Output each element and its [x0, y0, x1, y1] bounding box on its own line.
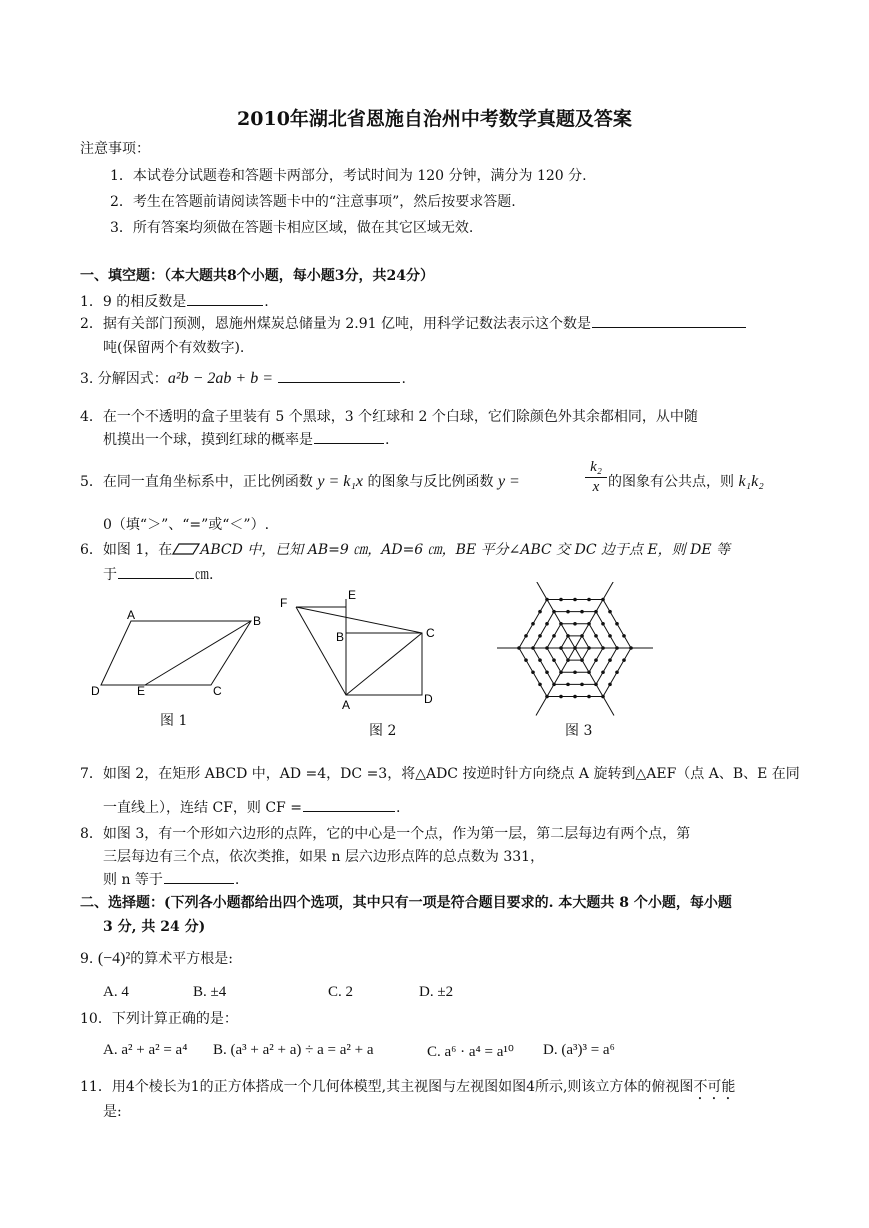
fraction-bar	[585, 477, 607, 478]
lattice-dot	[601, 598, 605, 602]
lattice-dot	[601, 622, 605, 626]
lattice-dot	[566, 634, 570, 638]
lattice-dot	[531, 670, 535, 674]
figure-1-parallelogram	[85, 605, 275, 705]
vertex-label-d: D	[424, 692, 433, 706]
question-10-option-d: D. (a³)³ = a⁶	[543, 1042, 615, 1058]
lattice-dot	[559, 598, 563, 602]
question-6-text-c: 于	[103, 567, 117, 583]
lattice-dot	[524, 634, 528, 638]
lattice-dot	[629, 646, 633, 650]
question-9-option-d: D. ±2	[419, 984, 454, 1000]
lattice-dot	[608, 658, 612, 662]
lattice-dot	[538, 610, 542, 614]
question-11-text: 11．用4个棱长为1的正方体搭成一个几何体模型,其主视图与左视图如图4所示,则该立方体的俯视图	[80, 1079, 694, 1095]
answer-blank	[314, 429, 384, 444]
question-5-expression-product: k₁k₂	[738, 473, 764, 490]
vertex-label-f: F	[280, 596, 288, 610]
lattice-dot	[559, 646, 563, 650]
question-7-line-2	[103, 797, 400, 817]
vertex-label-a: A	[127, 608, 136, 622]
question-9-option-c: C. 2	[328, 984, 354, 1000]
question-11-emphasis: 不可能	[693, 1079, 736, 1095]
question-9-number: 9.	[80, 951, 94, 967]
question-6-text-a: 6．如图 1，在	[80, 542, 173, 558]
lattice-dot	[587, 598, 591, 602]
lattice-dot	[566, 683, 570, 687]
lattice-dot	[573, 670, 577, 674]
answer-blank	[118, 564, 194, 579]
lattice-dot	[538, 634, 542, 638]
vertex-label-b: B	[253, 614, 262, 628]
question-3-expression: a²b − 2ab + b =	[167, 370, 273, 387]
question-9-text: 的算术平方根是:	[130, 951, 234, 967]
lattice-dot	[587, 670, 591, 674]
question-6-text-b: ABCD 中，已知 AB=9 ㎝，AD=6 ㎝，BE 平分∠ABC 交 DC 边于点 E，则 DE 等	[200, 542, 731, 558]
lattice-dot	[580, 658, 584, 662]
question-8-text: 则 n 等于	[103, 872, 163, 888]
fraction-numerator: k₂	[590, 459, 602, 475]
vertex-label-b: B	[336, 630, 345, 644]
lattice-dot	[545, 622, 549, 626]
answer-blank	[164, 869, 234, 884]
lattice-dot	[601, 695, 605, 699]
question-3-text: 3. 分解因式：	[80, 371, 168, 387]
question-4-line-1: 4．在一个不透明的盒子里装有 5 个黑球，3 个红球和 2 个白球，它们除颜色外其余都相同，从中随	[80, 409, 698, 425]
question-8-line-3	[103, 869, 239, 889]
lattice-dot	[580, 634, 584, 638]
question-10-text: 10．下列计算正确的是：	[80, 1011, 238, 1027]
lattice-dot	[552, 683, 556, 687]
question-2-line-1	[80, 313, 747, 333]
notice-item-2: 2．考生在答题前请阅读答题卡中的“注意事项”，然后按要求答题.	[110, 194, 516, 210]
lattice-dot	[587, 622, 591, 626]
question-5-expression-linear: y = k₁x	[317, 473, 364, 490]
question-5-line-1	[80, 471, 520, 491]
lattice-dot	[559, 670, 563, 674]
notice-item-3: 3．所有答案均须做在答题卡相应区域，做在其它区域无效.	[110, 220, 474, 236]
question-2-line-2: 吨(保留两个有效数字).	[103, 340, 245, 356]
lattice-dot	[594, 634, 598, 638]
notice-item-1: 1．本试卷分试题卷和答题卡两部分，考试时间为 120 分钟，满分为 120 分.	[110, 168, 587, 184]
question-5-line-2: 0（填“＞”、“=”或“＜”）.	[103, 517, 270, 533]
question-8-end: .	[234, 872, 240, 888]
question-9-expression: (−4)²	[97, 950, 131, 967]
lattice-dot	[615, 670, 619, 674]
lattice-dot	[517, 646, 521, 650]
lattice-dot	[531, 622, 535, 626]
lattice-dot	[566, 610, 570, 614]
question-1	[80, 291, 269, 311]
question-5-text-a: 5．在同一直角坐标系中，正比例函数	[80, 474, 313, 490]
question-11-line-2: 是:	[103, 1104, 122, 1120]
question-5-line-1-end	[608, 471, 764, 491]
lattice-dot	[573, 598, 577, 602]
lattice-dot	[594, 610, 598, 614]
question-10-option-b: B. (a³ + a² + a) ÷ a = a² + a	[213, 1042, 374, 1058]
question-11-line-1	[80, 1076, 735, 1103]
vertex-label-e: E	[137, 684, 146, 698]
figure-2-caption: 图 2	[369, 723, 397, 739]
question-4-line-2	[103, 429, 389, 449]
question-6-unit: ㎝.	[195, 567, 214, 583]
section-heading-fill-blank: 一、填空题：（本大题共8个小题，每小题3分，共24分）	[80, 268, 434, 284]
answer-blank	[592, 313, 746, 328]
lattice-dot	[552, 634, 556, 638]
lattice-dot	[545, 695, 549, 699]
fraction-denominator: x	[592, 479, 600, 495]
lattice-dot	[573, 695, 577, 699]
figure-2-rectangle	[272, 585, 442, 715]
question-5-text-b: 的图象与反比例函数	[367, 474, 494, 490]
figure-3-hexagon-lattice	[490, 582, 660, 717]
question-9-option-b: B. ±4	[193, 984, 227, 1000]
lattice-dot	[552, 610, 556, 614]
lattice-dot	[615, 622, 619, 626]
vertex-label-a: A	[342, 698, 351, 712]
question-8-line-1: 8．如图 3，有一个形如六边形的点阵，它的中心是一个点，作为第一层，第二层每边有两个点，第	[80, 826, 691, 842]
lattice-center-dot	[573, 646, 577, 650]
question-4-text: 机摸出一个球，摸到红球的概率是	[103, 432, 313, 448]
lattice-dot	[622, 658, 626, 662]
question-5-fraction	[585, 459, 607, 496]
question-9-option-a: A. 4	[103, 984, 129, 1000]
lattice-dot	[559, 622, 563, 626]
lattice-dot	[594, 658, 598, 662]
vertex-label-d: D	[91, 684, 100, 698]
lattice-dot	[622, 634, 626, 638]
lattice-dot	[608, 634, 612, 638]
lattice-dot	[545, 670, 549, 674]
lattice-dot	[587, 695, 591, 699]
question-5-text-c: 的图象有公共点，则	[608, 474, 734, 490]
question-9	[80, 948, 233, 968]
question-1-end: .	[264, 294, 269, 310]
question-1-text: 1．9 的相反数是	[80, 294, 187, 310]
lattice-dot	[559, 695, 563, 699]
section-heading-choice-line-1: 二、选择题：(下列各小题都给出四个选项，其中只有一项是符合题目要求的. 本大题共 8 个小题，每小题	[80, 895, 732, 911]
lattice-dot	[594, 683, 598, 687]
question-5-expression-inverse: y =	[497, 473, 520, 490]
answer-blank	[303, 797, 395, 812]
vertex-label-e: E	[348, 588, 357, 602]
figure-3-caption: 图 3	[565, 723, 593, 739]
lattice-dot	[524, 658, 528, 662]
question-7-text: 一直线上），连结 CF，则 CF =	[103, 800, 302, 816]
lattice-dot	[545, 646, 549, 650]
question-7-line-1: 7．如图 2，在矩形 ABCD 中，AD =4，DC =3，将△ADC 按逆时针方向绕点 A 旋转到△AEF（点 A、B、E 在同	[80, 766, 800, 782]
question-3-end: .	[401, 371, 406, 387]
lattice-dot	[531, 646, 535, 650]
question-10-option-c: C. a⁶ · a⁴ = a¹⁰	[427, 1044, 514, 1060]
lattice-dot	[566, 658, 570, 662]
section-heading-choice-line-2: 3 分, 共 24 分)	[103, 919, 206, 935]
lattice-dot	[580, 610, 584, 614]
answer-blank	[278, 368, 400, 383]
lattice-dot	[615, 646, 619, 650]
vertex-label-c: C	[426, 626, 435, 640]
question-6-line-2	[103, 564, 213, 584]
notice-heading: 注意事项：	[80, 141, 150, 157]
lattice-dot	[608, 610, 612, 614]
figure-1-caption: 图 1	[160, 713, 188, 729]
lattice-dot	[587, 646, 591, 650]
lattice-dot	[545, 598, 549, 602]
vertex-label-c: C	[213, 684, 222, 698]
question-8-line-2: 三层每边有三个点，依次类推，如果 n 层六边形点阵的总点数为 331，	[103, 849, 545, 865]
question-2-text: 2．据有关部门预测，恩施州煤炭总储量为 2.91 亿吨，用科学记数法表示这个数是	[80, 316, 591, 332]
parallelogram-icon	[172, 543, 200, 555]
answer-blank	[187, 291, 263, 306]
question-10-option-a: A. a² + a² = a⁴	[103, 1042, 188, 1058]
question-7-end: .	[395, 800, 401, 816]
lattice-dot	[608, 683, 612, 687]
lattice-dot	[538, 683, 542, 687]
lattice-dot	[601, 646, 605, 650]
lattice-dot	[538, 658, 542, 662]
lattice-dot	[580, 683, 584, 687]
question-4-end: .	[385, 432, 390, 448]
page-title: 2010年湖北省恩施自治州中考数学真题及答案	[237, 108, 632, 130]
lattice-dot	[573, 622, 577, 626]
question-6-line-1	[80, 539, 730, 559]
question-3	[80, 368, 406, 388]
lattice-dot	[601, 670, 605, 674]
lattice-dot	[552, 658, 556, 662]
